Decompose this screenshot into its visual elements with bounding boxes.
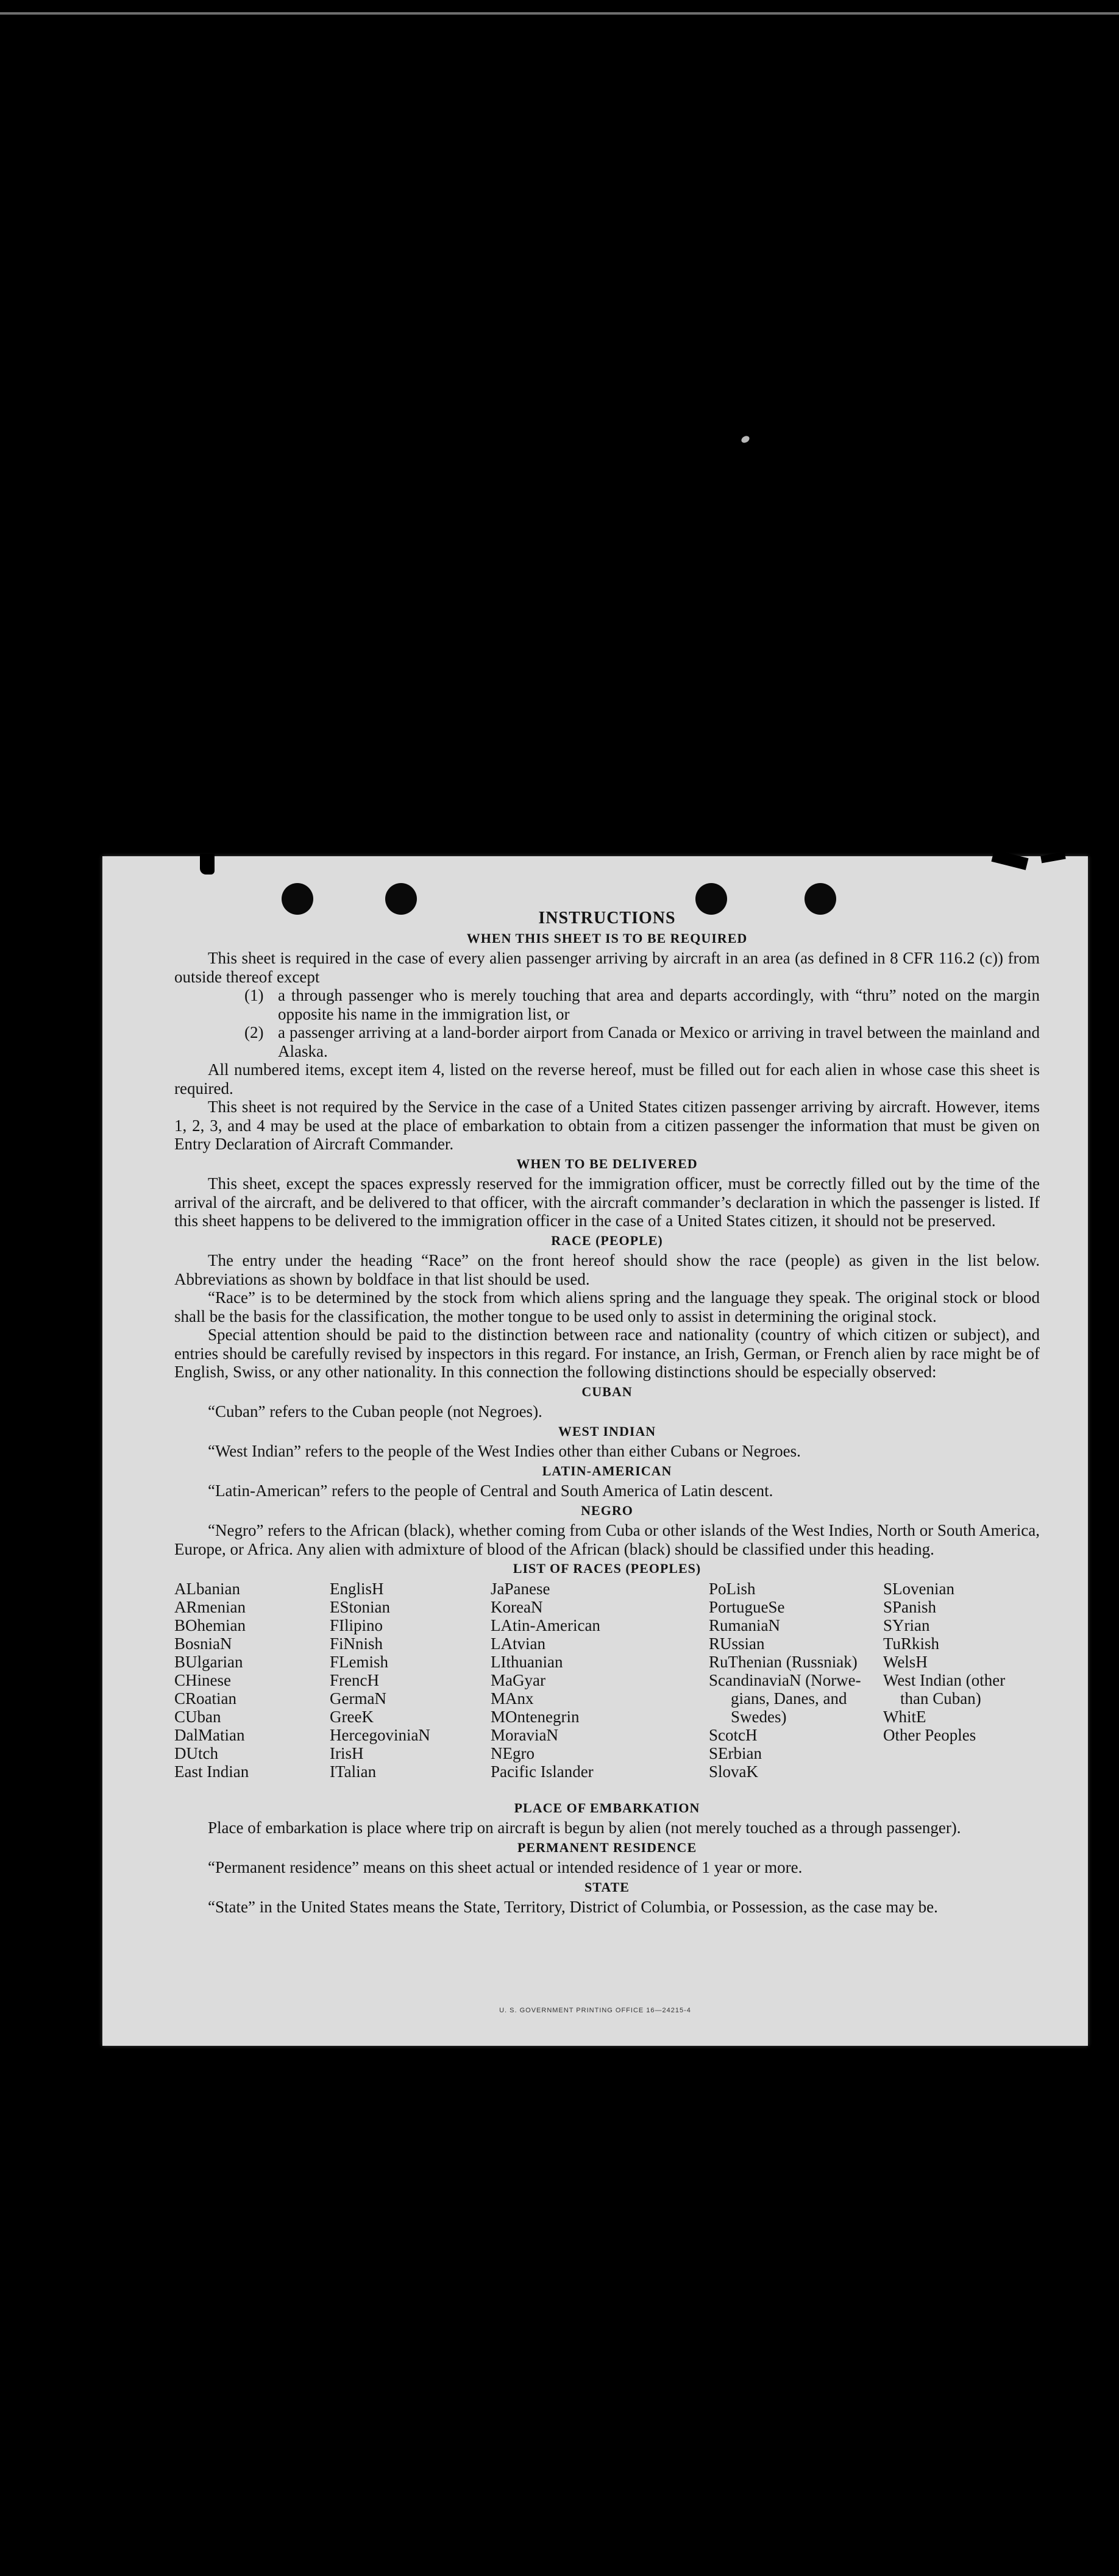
race-entry: RUssian	[709, 1634, 765, 1653]
paragraph-required-intro: This sheet is required in the case of every alien passenger arriving by aircraft in an area (as defined in 8 CFR 116.2 (c)) from outside thereof except	[174, 949, 1040, 986]
race-entry: RumaniaN	[709, 1616, 780, 1634]
races-column-5	[883, 1580, 1005, 1744]
race-entry: ITalian	[330, 1762, 377, 1781]
race-entry: CUban	[174, 1707, 221, 1726]
paragraph-delivered: This sheet, except the spaces expressly reserved for the immigration officer, must be correctly filled out by the time of the arrival of the aircraft, and be delivered to that officer, with the aircraft commander’s declaration in which the passenger is listed. If this sheet happens to be delivered to the immigration officer in the case of a United States citizen, it should not be preserved.	[174, 1174, 1040, 1230]
race-entry: SPanish	[883, 1597, 937, 1616]
document-sheet	[102, 856, 1088, 2046]
race-entry: SLovenian	[883, 1579, 954, 1598]
race-entry: LAtin-American	[491, 1616, 600, 1634]
race-entry: GermaN	[330, 1689, 386, 1708]
item-number: (1)	[244, 986, 264, 1004]
races-column-1	[174, 1580, 249, 1781]
dust-speck	[740, 435, 750, 444]
paragraph-cuban: “Cuban” refers to the Cuban people (not Negroes).	[208, 1402, 542, 1421]
race-entry: Pacific Islander	[491, 1762, 594, 1781]
race-entry: PortugueSe	[709, 1597, 785, 1616]
paragraph-race-2: “Race” is to be determined by the stock from which aliens spring and the language they speak. The original stock or blood shall be the basis for the classification, the mother tongue to be used only to assist in determining the original stock.	[174, 1288, 1040, 1325]
page-title: INSTRUCTIONS	[538, 909, 676, 928]
item-number: (2)	[244, 1023, 264, 1041]
section-heading-west-indian: WEST INDIAN	[558, 1423, 656, 1439]
paragraph-numbered-items: All numbered items, except item 4, listed on the reverse hereof, must be filled out for each alien in whose case this sheet is required.	[174, 1060, 1040, 1098]
paper-tear	[991, 850, 1028, 870]
race-entry: ScandinaviaN (Norwe-	[709, 1670, 861, 1689]
race-entry: SlovaK	[709, 1762, 758, 1781]
section-heading-cuban: CUBAN	[581, 1383, 633, 1399]
race-entry: BOhemian	[174, 1616, 246, 1634]
paragraph-west-indian: “West Indian” refers to the people of the West Indies other than either Cubans or Negroes.	[208, 1442, 801, 1460]
paragraph-embarkation: Place of embarkation is place where trip on aircraft is begun by alien (not merely touched as a through passenger).	[208, 1818, 961, 1837]
section-heading-embarkation: PLACE OF EMBARKATION	[514, 1800, 700, 1815]
exception-item-1	[244, 986, 1040, 1023]
paragraph-state: “State” in the United States means the State, Territory, District of Columbia, or Possession, as the case may be.	[208, 1898, 938, 1916]
races-column-4	[709, 1580, 861, 1781]
race-entry: CHinese	[174, 1670, 231, 1689]
race-entry: FrencH	[330, 1670, 379, 1689]
races-column-3	[491, 1580, 600, 1781]
instructions-text	[174, 909, 1040, 1917]
race-entry: EnglisH	[330, 1579, 384, 1598]
race-entry: gians, Danes, and	[731, 1689, 847, 1708]
race-entry: FIlipino	[330, 1616, 383, 1634]
race-entry: ALbanian	[174, 1579, 240, 1598]
paragraph-negro: “Negro” refers to the African (black), whether coming from Cuba or other islands of the West Indies, North or South America, Europe, or Africa. Any alien with admixture of blood of the African (black) should be classified under this heading.	[174, 1521, 1040, 1558]
race-entry: JaPanese	[491, 1579, 550, 1598]
race-entry: MaGyar	[491, 1670, 545, 1689]
race-entry: DalMatian	[174, 1725, 245, 1744]
section-heading-race: RACE (PEOPLE)	[551, 1232, 663, 1248]
race-entry: West Indian (other	[883, 1670, 1006, 1689]
race-entry: IrisH	[330, 1744, 364, 1762]
section-heading-delivered: WHEN TO BE DELIVERED	[516, 1155, 698, 1171]
item-text: a passenger arriving at a land-border airport from Canada or Mexico or arriving in travel between the mainland and Alaska.	[278, 1023, 1040, 1060]
race-entry: ARmenian	[174, 1597, 246, 1616]
paper-tear	[200, 854, 215, 875]
race-entry: LAtvian	[491, 1634, 545, 1653]
race-entry: BosniaN	[174, 1634, 232, 1653]
paragraph-citizen: This sheet is not required by the Service in the case of a United States citizen passenger arriving by aircraft. However, items 1, 2, 3, and 4 may be used at the place of embarkation to obtain from a citizen passenger the information that must be given on Entry Declaration of Aircraft Commander.	[174, 1098, 1040, 1153]
section-heading-residence: PERMANENT RESIDENCE	[517, 1839, 697, 1855]
paragraph-residence: “Permanent residence” means on this sheet actual or intended residence of 1 year or more.	[208, 1858, 803, 1876]
race-entry: NEgro	[491, 1744, 535, 1762]
section-heading-races-list: LIST OF RACES (PEOPLES)	[513, 1561, 702, 1576]
race-entry: CRoatian	[174, 1689, 236, 1708]
paragraph-race-3: Special attention should be paid to the distinction between race and nationality (country of which citizen or subject), and entries should be carefully revised by inspectors in this regard. For instance, an Irish, German, or French alien by race might be of English, Swiss, or any other nationality. In this connection the following distinctions should be especially observed:	[174, 1325, 1040, 1381]
race-entry: MoraviaN	[491, 1725, 558, 1744]
races-column-2	[330, 1580, 430, 1781]
race-entry: LIthuanian	[491, 1652, 563, 1671]
race-entry: Other Peoples	[883, 1725, 976, 1744]
top-edge-line	[0, 12, 1119, 15]
paragraph-latin-american: “Latin-American” refers to the people of Central and South America of Latin descent.	[208, 1481, 773, 1500]
section-heading-latin-american: LATIN-AMERICAN	[542, 1463, 672, 1478]
section-heading-required: WHEN THIS SHEET IS TO BE REQUIRED	[466, 930, 748, 946]
race-entry: KoreaN	[491, 1597, 543, 1616]
races-list	[174, 1580, 1040, 1798]
race-entry: RuThenian (Russniak)	[709, 1652, 858, 1671]
printing-office-footer: U. S. GOVERNMENT PRINTING OFFICE 16—24215-4	[499, 2007, 691, 2014]
race-entry: PoLish	[709, 1579, 756, 1598]
race-entry: FLemish	[330, 1652, 389, 1671]
race-entry: HercegoviniaN	[330, 1725, 430, 1744]
race-entry: WelsH	[883, 1652, 928, 1671]
section-heading-negro: NEGRO	[581, 1502, 633, 1518]
paper-tear	[1040, 852, 1065, 864]
race-entry: MOntenegrin	[491, 1707, 580, 1726]
race-entry: SErbian	[709, 1744, 762, 1762]
race-entry: DUtch	[174, 1744, 218, 1762]
race-entry: than Cuban)	[900, 1689, 981, 1708]
race-entry: Swedes)	[731, 1707, 787, 1726]
race-entry: WhitE	[883, 1707, 926, 1726]
race-entry: EStonian	[330, 1597, 390, 1616]
race-entry: ScotcH	[709, 1725, 758, 1744]
race-entry: MAnx	[491, 1689, 534, 1708]
paragraph-race-1: The entry under the heading “Race” on the front hereof should show the race (people) as given in the list below. Abbreviations as shown by boldface in that list should be used.	[174, 1251, 1040, 1288]
item-text: a through passenger who is merely touching that area and departs accordingly, with “thru” noted on the margin opposite his name in the immigration list, or	[278, 986, 1040, 1023]
exception-item-2	[244, 1023, 1040, 1060]
race-entry: East Indian	[174, 1762, 249, 1781]
race-entry: BUlgarian	[174, 1652, 243, 1671]
race-entry: GreeK	[330, 1707, 374, 1726]
race-entry: FiNnish	[330, 1634, 383, 1653]
race-entry: TuRkish	[883, 1634, 940, 1653]
section-heading-state: STATE	[584, 1879, 630, 1895]
race-entry: SYrian	[883, 1616, 930, 1634]
